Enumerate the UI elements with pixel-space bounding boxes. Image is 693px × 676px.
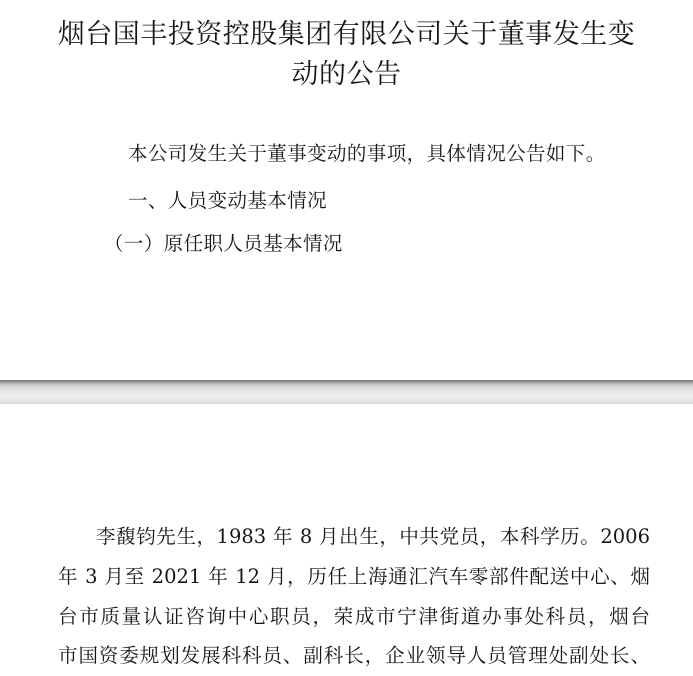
bio-paragraph-line: 台市质量认证咨询中心职员，荣成市宁津街道办事处科员，烟台 [58, 605, 650, 628]
subsection-heading-original-personnel: （一）原任职人员基本情况 [104, 232, 343, 255]
announcement-title-line1: 烟台国丰投资控股集团有限公司关于董事发生变 [57, 19, 636, 50]
bio-paragraph-line: 李馥钧先生，1983 年 8 月出生，中共党员，本科学历。2006 [96, 525, 650, 548]
intro-paragraph: 本公司发生关于董事变动的事项，具体情况公告如下。 [128, 142, 606, 165]
section-heading-personnel-changes: 一、人员变动基本情况 [128, 189, 328, 212]
page-break-divider [0, 380, 693, 404]
announcement-title-line2: 动的公告 [291, 59, 402, 90]
bio-paragraph-line: 年 3 月至 2021 年 12 月，历任上海通汇汽车零部件配送中心、烟 [58, 565, 650, 588]
bio-paragraph-line: 市国资委规划发展科科员、副科长，企业领导人员管理处副处长、 [58, 644, 650, 667]
